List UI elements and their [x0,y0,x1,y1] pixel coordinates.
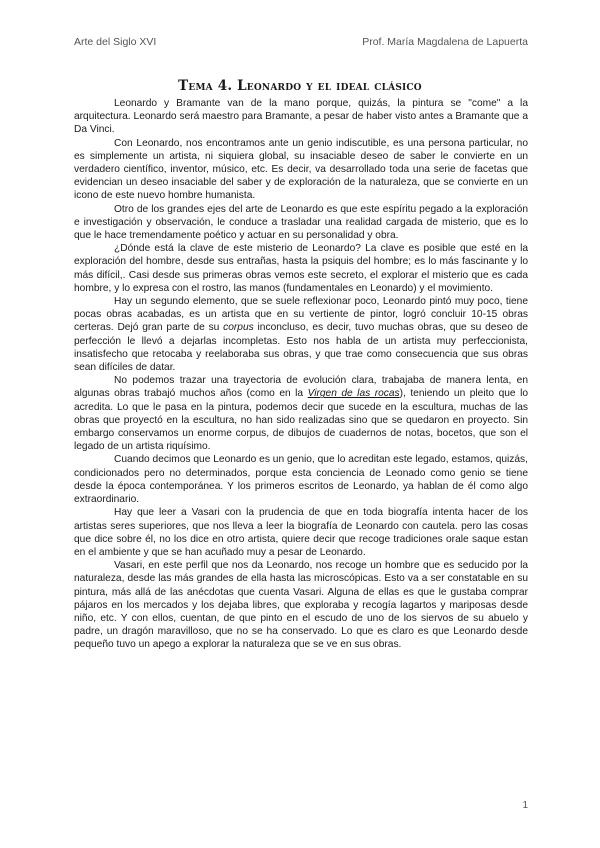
body-text [74,97,528,652]
section-title: Tema 4. Leonardo y el ideal clásico [178,78,422,94]
header-professor-name: Prof. María Magdalena de Lapuerta [362,36,528,48]
paragraph-2: Con Leonardo, nos encontramos ante un genio indiscutible, es una persona particular, no es simplemente un artista, ni siquiera global, su insaciable deseo de saber le convierte en un verdadero científico, inventor, músico, etc. Es decir, va desarrollado toda una serie de facetas que evidencian un deseo insaciable del saber y de exploración de la naturaleza, que se convierte en un icono de este nuevo hombre humanista. [74,137,528,202]
page-number: 1 [522,800,528,811]
virgen-de-las-rocas-link[interactable]: Virgen de las rocas [307,388,400,400]
paragraph-5-part-b: inconcluso, es decir, tuvo muchas obras, que su deseo de perfección le llevó a dejarlas incompletas. Esto nos habla de un artista muy perfeccionista, insatisfecho que retocaba y reelaboraba sus obras, y que trae como consecuencia que sus obras sean difíciles de datar. [74,322,528,374]
paragraph-3: Otro de los grandes ejes del arte de Leonardo es que este espíritu pegado a la exploración e investigación y observación, le conduce a trasladar una realidad cargada de misterio, que es lo que le hace tremendamente poético y actuar en su personalidad y obra. [74,203,528,242]
paragraph-9: Vasari, en este perfil que nos da Leonardo, nos recoge un hombre que es seducido por la naturaleza, desde las más grandes de ella hasta las microscópicas. Esto va a ser constatable en su pintura, más allá de las anécdotas que cuenta Vasari. Alguna de ellas es que le gustaba comprar pájaros en los mercados y los dejaba libres, que exploraba y recogía lagartos y mariposas desde niño, etc. Y con ellos, cuentan, de que pinto en el escudo de uno de los siervos de su abuelo y padre, un dragón maravilloso, que no se ha conservado. Lo que es claro es que Leonardo desde pequeño tuvo un apego a explorar la naturaleza que se ve en sus obras. [74,560,528,651]
paragraph-1: Leonardo y Bramante van de la mano porque, quizás, la pintura se "come" a la arquitectura. Leonardo será maestro para Bramante, a pesar de haber visto antes a Bramante que a Da Vinci. [74,98,528,136]
paragraph-6 [74,374,528,453]
corpus-italic: corpus [223,322,254,334]
paragraph-5-part-a: Hay un segundo elemento, que se suele reflexionar poco, Leonardo pintó muy poco, tiene pocas obras acabadas, es un artista que en su vertiente de pintor, logró concluir 10-15 obras certeras. Dejó gran parte de su [74,296,528,334]
header-course-title: Arte del Siglo XVI [74,36,157,48]
page-header [74,36,528,48]
paragraph-6-part-b: ), teniendo un pleito que lo acredita. Lo que le pasa en la pintura, podemos decir que sucede en la escultura, muchas de las obras que proyectó en la escultura, no han sido realizadas sino que se quedaron en proyecto. Sin embargo conservamos un enorme corpus, de dibujos de cuadernos de notas, bocetos, que son el legado de un artista riquísimo. [74,388,528,453]
paragraph-6-part-a: No podemos trazar una trayectoria de evolución clara, trabajaba de manera lenta, en algunas obras trabajó muchos años (como en la [74,375,528,400]
paragraph-5 [74,295,528,374]
paragraph-4: ¿Dónde está la clave de este misterio de Leonardo? La clave es posible que esté en la exploración del hombre, desde sus entrañas, hasta la psiquis del hombre; es lo más fascinante y lo más difícil,. Casi desde sus primeras obras vemos este secreto, el explorar el misterio que es cada hombre, y lo expresa con el rostro, las manos (fundamentales en Leonardo) y el movimiento. [74,243,528,294]
paragraph-7: Cuando decimos que Leonardo es un genio, que lo acreditan este legado, estamos, quizás, condicionados pero no determinados, porque esta conciencia de Leonado como genio se tiene desde la época contemporánea. Y los primeros escritos de Leonardo, ya hablan de él como algo extraordinario. [74,454,528,506]
paragraph-8: Hay que leer a Vasari con la prudencia de que en toda biografía intenta hacer de los artistas seres superiores, que nos lleva a leer la biografía de Leonardo con cautela. pero las cosas que dice sobre él, no los dice en otro artista, quiere decir que recoge tradiciones orale saque estan en el ambiente y que se han acuñado muy a pesar de Leonardo. [74,507,528,558]
